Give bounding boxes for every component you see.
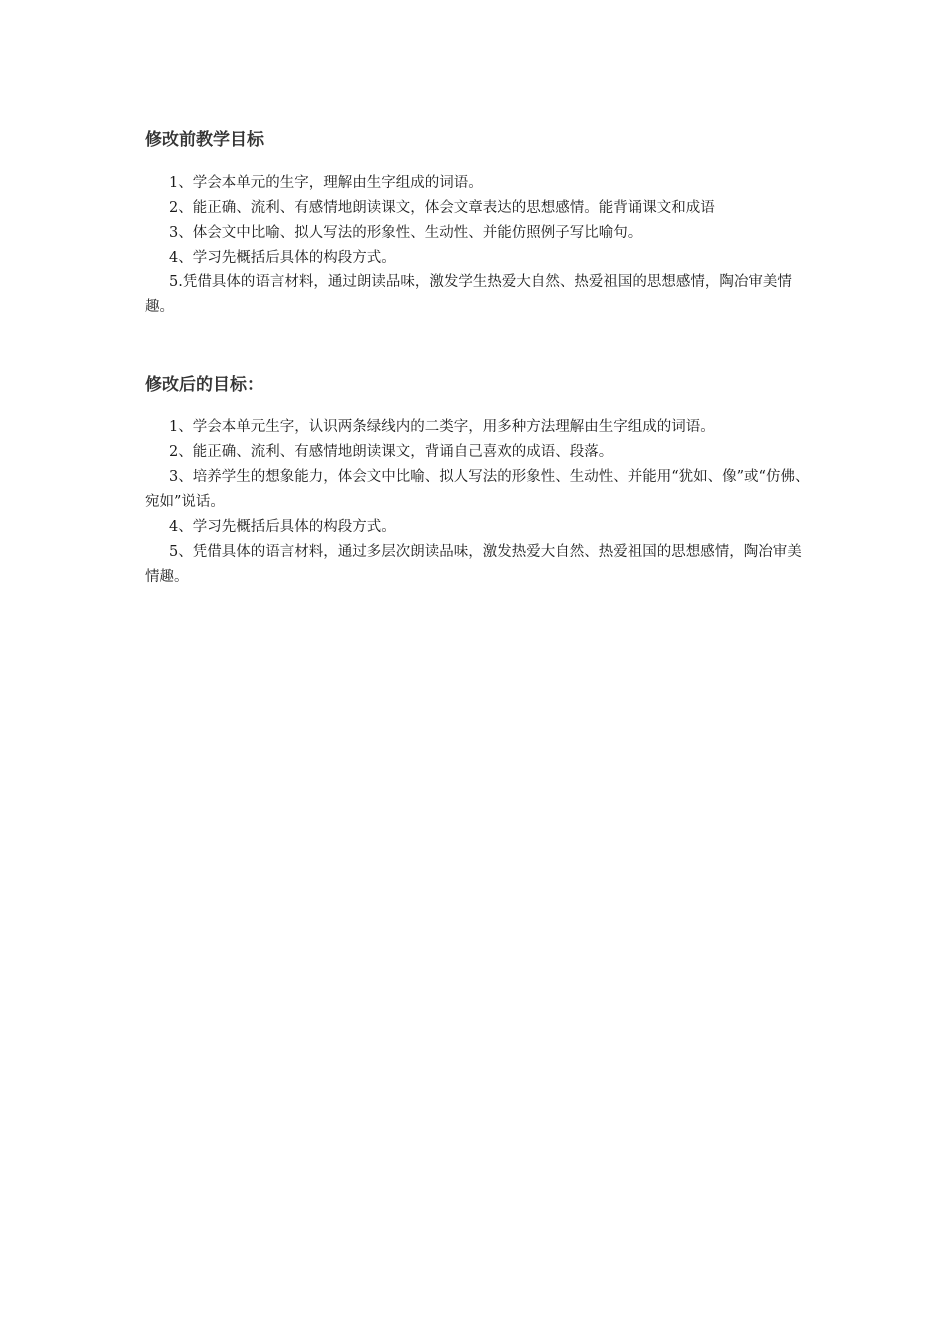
objective-after-3: 3、培养学生的想象能力，体会文中比喻、拟人写法的形象性、生动性、并能用“犹如、像”或“仿佛、宛如”说话。 <box>145 469 810 510</box>
objective-before-5: 5.凭借具体的语言材料，通过朗读品味，激发学生热爱大自然、热爱祖国的思想感情，陶冶审美情趣。 <box>145 274 792 315</box>
section-heading-after: 修改后的目标： <box>145 375 264 395</box>
objective-before-1: 1、学会本单元的生字，理解由生字组成的词语。 <box>169 175 483 191</box>
objective-after-4: 4、学习先概括后具体的构段方式。 <box>169 519 396 535</box>
section-heading-before: 修改前教学目标 <box>145 130 264 150</box>
objective-after-1: 1、学会本单元生字，认识两条绿线内的二类字，用多种方法理解由生字组成的词语。 <box>169 419 715 435</box>
objective-before-4: 4、学习先概括后具体的构段方式。 <box>169 250 396 266</box>
objective-after-5: 5、凭借具体的语言材料，通过多层次朗读品味，激发热爱大自然、热爱祖国的思想感情，陶冶审美情趣。 <box>145 544 802 585</box>
objective-before-3: 3、体会文中比喻、拟人写法的形象性、生动性、并能仿照例子写比喻句。 <box>169 225 643 241</box>
objective-before-2: 2、能正确、流利、有感情地朗读课文，体会文章表达的思想感情。能背诵课文和成语 <box>169 200 715 216</box>
objective-after-2: 2、能正确、流利、有感情地朗读课文，背诵自己喜欢的成语、段落。 <box>169 444 614 460</box>
